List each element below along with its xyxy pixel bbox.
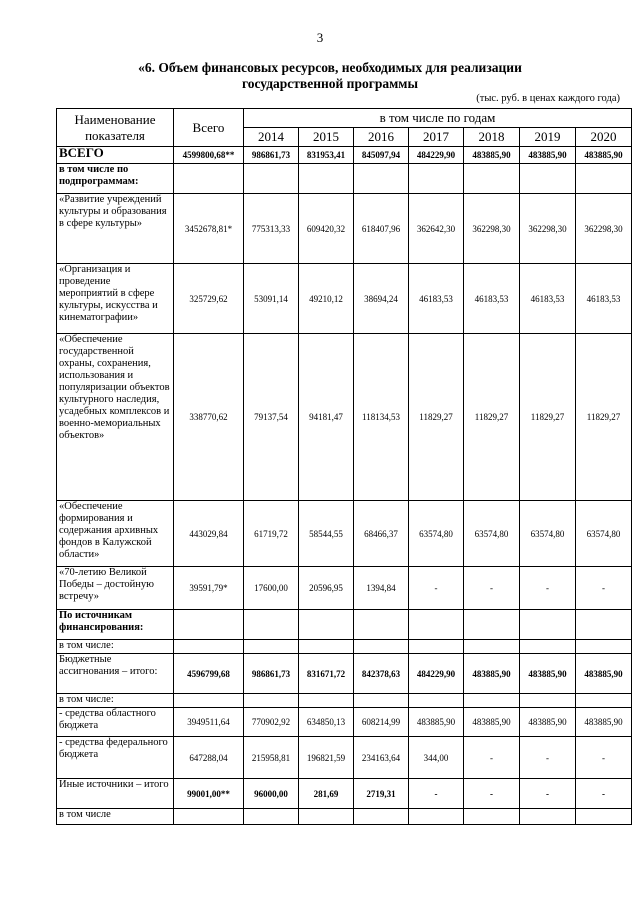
cell-value	[576, 164, 632, 194]
table-row	[57, 737, 632, 779]
cell-value: 845097,94	[354, 147, 409, 164]
cell-value	[244, 640, 299, 654]
cell-value: 831953,41	[299, 147, 354, 164]
cell-value: 325729,62	[174, 264, 244, 334]
cell-value: 11829,27	[520, 334, 576, 501]
row-label: в том числе по подпрограммам:	[57, 164, 174, 194]
cell-value: 53091,14	[244, 264, 299, 334]
cell-value	[520, 164, 576, 194]
cell-value: 483885,90	[409, 708, 464, 737]
cell-value: 775313,33	[244, 194, 299, 264]
cell-value	[464, 164, 520, 194]
cell-value: 118134,53	[354, 334, 409, 501]
cell-value: 362298,30	[576, 194, 632, 264]
cell-value: 39591,79*	[174, 567, 244, 610]
table-row	[57, 567, 632, 610]
cell-value: 63574,80	[464, 501, 520, 567]
table-row	[57, 640, 632, 654]
cell-value	[409, 694, 464, 708]
cell-value: 609420,32	[299, 194, 354, 264]
row-label: Бюджетные ассигнования – итого:	[57, 654, 174, 694]
cell-value: 281,69	[299, 779, 354, 809]
cell-value	[464, 610, 520, 640]
cell-value: -	[576, 779, 632, 809]
cell-value: 842378,63	[354, 654, 409, 694]
table-row	[57, 610, 632, 640]
row-label: в том числе	[57, 809, 174, 825]
cell-value: -	[464, 567, 520, 610]
cell-value: -	[464, 779, 520, 809]
cell-value: 4599800,68**	[174, 147, 244, 164]
cell-value: -	[576, 567, 632, 610]
cell-value: 608214,99	[354, 708, 409, 737]
cell-value	[244, 694, 299, 708]
table-row	[57, 779, 632, 809]
cell-value: 58544,55	[299, 501, 354, 567]
cell-value	[299, 164, 354, 194]
cell-value: -	[520, 567, 576, 610]
header-total: Всего	[174, 109, 244, 147]
cell-value	[174, 640, 244, 654]
cell-value	[409, 640, 464, 654]
cell-value	[354, 694, 409, 708]
row-label: - средства федерального бюджета	[57, 737, 174, 779]
cell-value	[464, 809, 520, 825]
cell-value	[409, 164, 464, 194]
header-year: 2015	[299, 128, 354, 147]
cell-value: 63574,80	[576, 501, 632, 567]
table-row	[57, 264, 632, 334]
cell-value	[520, 610, 576, 640]
cell-value	[244, 610, 299, 640]
cell-value: 483885,90	[464, 708, 520, 737]
cell-value: 483885,90	[520, 708, 576, 737]
cell-value: 362298,30	[520, 194, 576, 264]
row-label: «Развитие учреждений культуры и образования в сфере культуры»	[57, 194, 174, 264]
cell-value	[520, 640, 576, 654]
cell-value	[299, 610, 354, 640]
cell-value: 484229,90	[409, 654, 464, 694]
cell-value: 483885,90	[464, 654, 520, 694]
cell-value: 2719,31	[354, 779, 409, 809]
cell-value: -	[520, 779, 576, 809]
cell-value	[299, 694, 354, 708]
table-row	[57, 654, 632, 694]
cell-value	[409, 610, 464, 640]
cell-value: 4596799,68	[174, 654, 244, 694]
row-label: По источникам финансирования:	[57, 610, 174, 640]
cell-value	[576, 610, 632, 640]
cell-value: -	[576, 737, 632, 779]
cell-value: 63574,80	[409, 501, 464, 567]
cell-value	[576, 694, 632, 708]
cell-value	[174, 694, 244, 708]
cell-value: 11829,27	[409, 334, 464, 501]
cell-value	[464, 640, 520, 654]
row-label: в том числе:	[57, 640, 174, 654]
table-row	[57, 164, 632, 194]
cell-value: 215958,81	[244, 737, 299, 779]
row-label: «Обеспечение государственной охраны, сохранения, использования и популяризации объектов культурного наследия, усадебных комплексов и военно-мемориальных объектов»	[57, 334, 174, 501]
title-line-1: «6. Объем финансовых ресурсов, необходимых для реализации	[138, 60, 522, 75]
table-row	[57, 334, 632, 501]
cell-value	[299, 809, 354, 825]
row-label: ВСЕГО	[57, 147, 174, 164]
cell-value	[354, 640, 409, 654]
cell-value: 483885,90	[576, 654, 632, 694]
row-label: «70-летию Великой Победы – достойную встречу»	[57, 567, 174, 610]
table-row-total	[57, 147, 632, 164]
header-year: 2016	[354, 128, 409, 147]
cell-value: -	[409, 779, 464, 809]
cell-value	[299, 640, 354, 654]
cell-value: 20596,95	[299, 567, 354, 610]
cell-value: 63574,80	[520, 501, 576, 567]
header-year: 2014	[244, 128, 299, 147]
cell-value: 94181,47	[299, 334, 354, 501]
cell-value: 483885,90	[576, 147, 632, 164]
cell-value: 46183,53	[576, 264, 632, 334]
table-row	[57, 809, 632, 825]
cell-value	[244, 809, 299, 825]
cell-value: 3949511,64	[174, 708, 244, 737]
cell-value: 68466,37	[354, 501, 409, 567]
cell-value: 79137,54	[244, 334, 299, 501]
cell-value: 1394,84	[354, 567, 409, 610]
cell-value: 618407,96	[354, 194, 409, 264]
cell-value: 483885,90	[464, 147, 520, 164]
cell-value	[174, 164, 244, 194]
cell-value: 362642,30	[409, 194, 464, 264]
table-row	[57, 708, 632, 737]
row-label: «Организация и проведение мероприятий в сфере культуры, искусства и кинематографии»	[57, 264, 174, 334]
cell-value: 61719,72	[244, 501, 299, 567]
cell-value: 46183,53	[464, 264, 520, 334]
cell-value: 11829,27	[464, 334, 520, 501]
cell-value: 38694,24	[354, 264, 409, 334]
cell-value: 49210,12	[299, 264, 354, 334]
cell-value: 99001,00**	[174, 779, 244, 809]
cell-value: -	[520, 737, 576, 779]
cell-value: -	[409, 567, 464, 610]
financing-table	[56, 108, 632, 825]
cell-value	[354, 809, 409, 825]
cell-value: 647288,04	[174, 737, 244, 779]
cell-value	[464, 694, 520, 708]
page-number: 3	[316, 30, 324, 45]
header-year: 2019	[520, 128, 576, 147]
cell-value: 344,00	[409, 737, 464, 779]
cell-value: 338770,62	[174, 334, 244, 501]
header-name: Наименование показателя	[57, 109, 174, 147]
cell-value: 483885,90	[576, 708, 632, 737]
table-row	[57, 194, 632, 264]
cell-value: 986861,73	[244, 147, 299, 164]
cell-value	[576, 809, 632, 825]
cell-value	[520, 809, 576, 825]
cell-value: 986861,73	[244, 654, 299, 694]
cell-value: 3452678,81*	[174, 194, 244, 264]
cell-value: 831671,72	[299, 654, 354, 694]
cell-value	[354, 610, 409, 640]
header-year: 2018	[464, 128, 520, 147]
row-label: в том числе:	[57, 694, 174, 708]
cell-value: 443029,84	[174, 501, 244, 567]
cell-value	[244, 164, 299, 194]
row-label: Иные источники – итого	[57, 779, 174, 809]
cell-value	[520, 694, 576, 708]
section-title	[60, 60, 600, 92]
cell-value	[174, 809, 244, 825]
cell-value: 96000,00	[244, 779, 299, 809]
cell-value	[576, 640, 632, 654]
cell-value: 634850,13	[299, 708, 354, 737]
cell-value: 483885,90	[520, 654, 576, 694]
cell-value: 484229,90	[409, 147, 464, 164]
cell-value: 46183,53	[520, 264, 576, 334]
cell-value: 362298,30	[464, 194, 520, 264]
row-label: «Обеспечение формирования и содержания архивных фондов в Калужской области»	[57, 501, 174, 567]
cell-value: -	[464, 737, 520, 779]
cell-value	[354, 164, 409, 194]
header-year: 2017	[409, 128, 464, 147]
header-years-group: в том числе по годам	[244, 109, 632, 128]
table-row	[57, 694, 632, 708]
cell-value: 17600,00	[244, 567, 299, 610]
cell-value: 483885,90	[520, 147, 576, 164]
cell-value: 770902,92	[244, 708, 299, 737]
cell-value: 11829,27	[576, 334, 632, 501]
cell-value: 46183,53	[409, 264, 464, 334]
cell-value	[409, 809, 464, 825]
header-year: 2020	[576, 128, 632, 147]
cell-value	[174, 610, 244, 640]
units-note: (тыс. руб. в ценах каждого года)	[476, 93, 620, 104]
title-line-2: государственной программы	[241, 76, 419, 91]
cell-value: 196821,59	[299, 737, 354, 779]
cell-value: 234163,64	[354, 737, 409, 779]
row-label: - средства областного бюджета	[57, 708, 174, 737]
table-row	[57, 501, 632, 567]
